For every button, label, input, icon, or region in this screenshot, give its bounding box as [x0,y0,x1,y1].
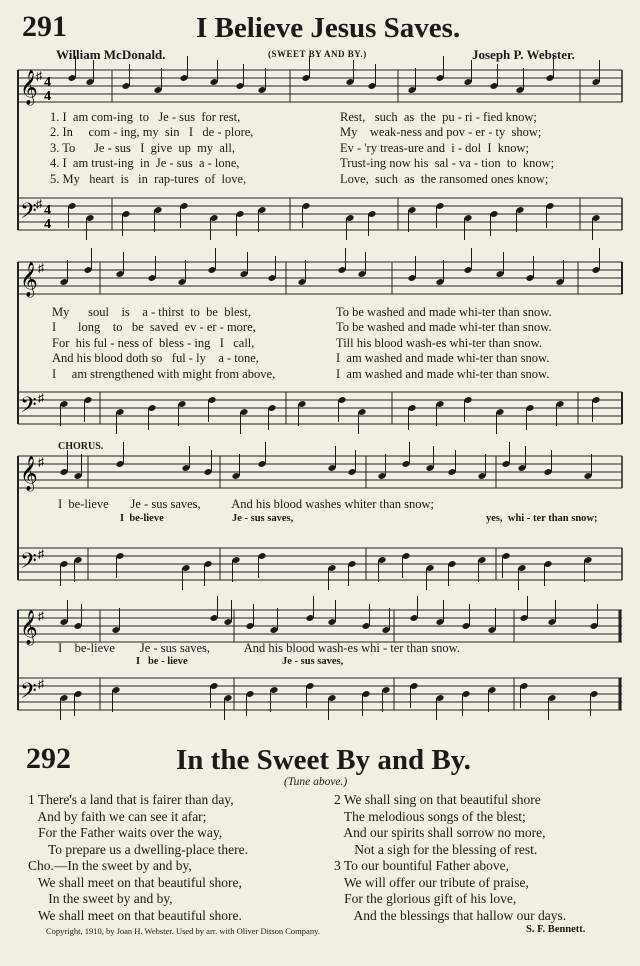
chorus-words-1: I be-lieve Je - sus saves, And his blood washes whiter than snow; [58,497,434,511]
chorus-label: CHORUS. [58,441,104,452]
chorus-bass-words: yes, whi - ter than snow; [486,513,598,524]
svg-text:♯: ♯ [38,455,44,469]
svg-text:𝄞: 𝄞 [20,457,38,490]
verse-line: 4. I am trust-ing in Je - sus a - lone, [50,156,240,171]
svg-text:♯: ♯ [38,677,44,691]
verse-lines-right [340,110,554,187]
refrain-line: Till his blood wash-es whi-ter than snow. [336,335,543,350]
svg-text:4: 4 [44,217,51,232]
verse-line: To prepare us a dwelling-place there. [28,841,248,857]
refrain-line: To be washed and made whi-ter than snow. [336,305,552,319]
chorus-bass-words: I be-lieve [120,513,164,524]
refrain-line: I am washed and made whi-ter than snow. [336,366,550,381]
refrain-line: I am strengthened with might from above, [52,366,276,381]
verse-1 [28,792,248,858]
svg-text:♯: ♯ [38,609,44,623]
svg-text:♯: ♯ [38,391,44,405]
svg-text:𝄞: 𝄞 [20,611,38,644]
verse-line: 5. My heart is in rap-tures of love, [50,171,247,186]
composer: Joseph P. Webster. [472,47,575,62]
chorus-line: We shall meet on that beautiful shore. [28,907,242,923]
svg-text:4: 4 [44,75,51,90]
svg-text:𝄞: 𝄞 [20,71,38,104]
svg-text:𝄢: 𝄢 [20,199,37,228]
verse-line: And by faith we can see it afar; [28,808,207,824]
verse-line: Love, such as the ransomed ones know; [340,171,549,186]
chorus-words-2: I be-lieve Je - sus saves, And his blood wash-es whi - ter than snow. [58,641,460,655]
hymn-number: 292 [26,742,71,775]
hymn-title: In the Sweet By and By. [176,744,471,776]
refrain-line: I am washed and made whi-ter than snow. [336,351,550,366]
refrain-lines-left [52,305,275,382]
svg-text:𝄢: 𝄢 [20,549,37,578]
chorus-bass-words: I be - lieve [136,656,188,667]
refrain-line: I long to be saved ev - er - more, [52,320,256,335]
verse-line: 1. I am com-ing to Je - sus for rest, [50,110,241,124]
chorus-line: We shall meet on that beautiful shore, [28,874,242,890]
chorus-292 [28,858,242,924]
chorus-bass-words: Je - sus saves, [232,513,294,524]
svg-text:𝄞: 𝄞 [20,263,38,296]
chorus-bass-words: Je - sus saves, [282,656,344,667]
verse-line: And the blessings that hallow our days. [334,907,567,923]
svg-text:♯: ♯ [38,261,44,275]
verse-line: 3 To our bountiful Father above, [334,858,510,873]
copyright: Copyright, 1910, by Joan H. Webster. Used by arr. with Oliver Ditson Company. [46,926,320,936]
svg-text:𝄢: 𝄢 [20,393,37,422]
verse-line: For the glorious gift of his love, [334,891,517,906]
refrain-line: My soul is a - thirst to be blest, [52,305,251,319]
verse-line: And our spirits shall sorrow no more, [334,825,546,840]
verse-line: 2. In com - ing, my sin I de - plore, [50,125,254,140]
hymn-number: 291 [22,10,67,43]
lyricist: William McDonald. [56,47,166,62]
verse-line: 2 We shall sing on that beautiful shore [334,792,541,807]
verse-3 [334,858,566,924]
verse-line: My weak-ness and pov - er - ty show; [340,125,542,140]
verse-line: Trust-ing now his sal - va - tion to know; [340,156,555,171]
chorus-line: In the sweet by and by, [28,891,173,906]
chorus-head: Cho.—In the sweet by and by, [28,858,192,873]
hymn-title: I Believe Jesus Saves. [196,12,461,44]
svg-text:♯: ♯ [36,69,42,83]
verse-2 [334,792,546,858]
verse-lines-left [50,110,253,187]
verse-line: The melodious songs of the blest; [334,808,526,824]
verse-line: We will offer our tribute of praise, [334,874,529,890]
verse-line: Not a sigh for the blessing of rest. [334,841,538,857]
svg-text:𝄢: 𝄢 [20,679,37,708]
refrain-line: To be washed and made whi-ter than snow. [336,320,552,335]
verse-line: Ev - 'ry treas-ure and i - dol I know; [340,140,530,155]
svg-text:♯: ♯ [38,547,44,561]
verse-line: Rest, such as the pu - ri - fied know; [340,110,537,124]
svg-text:4: 4 [44,203,51,218]
author: S. F. Bennett. [526,924,586,935]
refrain-line: For his ful - ness of bless - ing I call, [52,335,255,350]
verse-line: 1 There's a land that is fairer than day, [28,792,234,807]
verse-line: 3. To Je - sus I give up my all, [50,140,235,155]
refrain-lines-right [336,305,552,382]
svg-text:4: 4 [44,89,51,104]
svg-text:♯: ♯ [36,197,42,211]
tune-note: (Tune above.) [284,776,348,788]
tune-reference: (SWEET BY AND BY.) [268,49,367,59]
refrain-line: And his blood doth so ful - ly a - tone, [52,351,259,366]
verse-line: For the Father waits over the way, [28,825,223,840]
